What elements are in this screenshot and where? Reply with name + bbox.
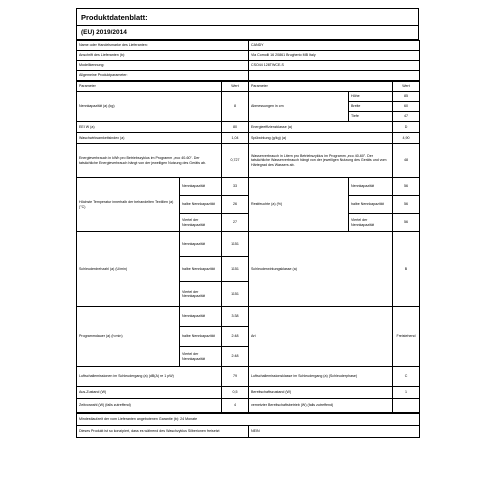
type-label: Art (249, 307, 393, 367)
spin-quarter-label: Viertel der Nennkapazität (180, 282, 222, 307)
spin-class-value: B (393, 232, 420, 307)
standby-label: Bereitschaftszustand (W) (249, 387, 393, 399)
dim-height-value: 85 (393, 92, 420, 102)
delay-start-value: 4 (222, 399, 249, 413)
parameters-table (76, 81, 420, 413)
moist-quarter-value: 56 (393, 214, 420, 232)
noise-class-value: C (393, 367, 420, 387)
footer-table (76, 413, 420, 438)
regulation-number: (EU) 2019/2014 (76, 26, 419, 40)
capacity-value: 8 (222, 92, 249, 122)
moist-half-value: 56 (393, 196, 420, 214)
temp-rated-label: Nennkapazität (180, 178, 222, 196)
spin-half-value: 1151 (222, 257, 249, 282)
noise-label: Luftschallemissionen im Schleudergang (a) (dB(A) re 1 pW) (77, 367, 222, 387)
dur-quarter-value: 2:48 (222, 347, 249, 367)
moist-rated-value: 56 (393, 178, 420, 196)
dur-quarter-label: Viertel der Nennkapazität (180, 347, 222, 367)
delay-start-label: Zeitvorwahl (W) (falls zutreffend) (77, 399, 222, 413)
temp-quarter-value: 27 (222, 214, 249, 232)
networked-standby-label: vernetzter Bereitschaftsbetrieb (W) (falls zutreffend) (249, 399, 393, 413)
noise-class-label: Luftschallemissionsklasse im Schleudergang (a) (Schleuderphase) (249, 367, 393, 387)
moist-quarter-label: Viertel der Nennkapazität (349, 214, 393, 232)
spin-quarter-value: 1151 (222, 282, 249, 307)
dim-depth-label: Tiefe (349, 112, 393, 122)
dimensions-label: Abmessungen in cm (249, 92, 349, 122)
rinse-label: Spülwirkung (g/kg) (a) (249, 133, 393, 144)
spin-rated-label: Nennkapazität (180, 232, 222, 257)
duration-label: Programmdauer (a) (h:min) (77, 307, 180, 367)
silver-ions-label: Dieses Produkt ist so konzipiert, dass es während des Waschzyklus Silberionen freisetzt (77, 426, 249, 438)
max-temp-label: Höchste Temperatur innerhalb der behandelten Textilien (a) (°C) (77, 178, 180, 232)
energy-consumption-label: Energieverbrauch in kWh pro Betriebszyklus im Programm „eco 40-60". Der tatsächliche Energieverbrauch hängt von der jeweiligen Nutzung des Geräts ab. (77, 144, 222, 178)
energy-class-label: Energieeffizienzklasse (a) (249, 122, 393, 133)
supplier-name-value: CANDY (249, 41, 420, 51)
energy-consumption-value: 0,727 (222, 144, 249, 178)
eei-value: 80 (222, 122, 249, 133)
standby-value: 1 (393, 387, 420, 399)
supplier-address-label: Anschrift des Lieferanten (b): (77, 51, 249, 61)
col-param-right: Parameter (249, 82, 393, 92)
col-value-right: Wert (393, 82, 420, 92)
eei-label: EEI W (a) (77, 122, 222, 133)
product-datasheet (76, 8, 419, 438)
residual-moisture-label: Restfeuchte (a) (%) (249, 178, 349, 232)
dur-half-label: halbe Nennkapazität (180, 327, 222, 347)
temp-half-value: 26 (222, 196, 249, 214)
moist-half-label: halbe Nennkapazität (349, 196, 393, 214)
spin-class-label: Schleuderwirkungsklasse (a) (249, 232, 393, 307)
water-consumption-value: 48 (393, 144, 420, 178)
rinse-value: 4,90 (393, 133, 420, 144)
model-value: CSO44 128TWCE-S (249, 61, 420, 71)
datasheet-title: Produktdatenblatt: (76, 8, 419, 26)
temp-rated-value: 33 (222, 178, 249, 196)
dim-depth-value: 47 (393, 112, 420, 122)
energy-class-value: D (393, 122, 420, 133)
temp-quarter-label: Viertel der Nennkapazität (180, 214, 222, 232)
wash-index-value: 1,04 (222, 133, 249, 144)
off-mode-value: 0,5 (222, 387, 249, 399)
general-params-value (249, 71, 420, 81)
networked-standby-value (393, 399, 420, 413)
off-mode-label: Aus-Zustand (W) (77, 387, 222, 399)
dim-width-value: 60 (393, 102, 420, 112)
spin-rated-value: 1151 (222, 232, 249, 257)
water-consumption-label: Wasserverbrauch in Litern pro Betriebszyklus im Programm „eco 40-60". Der tatsächliche Wasserverbrauch hängt von der jeweiligen Nutzung des Geräts und vom Härtegrad des Wassers ab. (249, 144, 393, 178)
dim-width-label: Breite (349, 102, 393, 112)
dur-rated-label: Nennkapazität (180, 307, 222, 327)
spin-half-label: halbe Nennkapazität (180, 257, 222, 282)
col-param-left: Parameter (77, 82, 222, 92)
type-value: Freistehend (393, 307, 420, 367)
silver-ions-value: NEIN (249, 426, 420, 438)
warranty-text: Mindestlaufzeit der vom Lieferanten angebotenen Garantie (b): 24 Monate (77, 414, 420, 426)
dur-half-value: 2:48 (222, 327, 249, 347)
dur-rated-value: 3:38 (222, 307, 249, 327)
wash-index-label: Waschwirksamkeitsindex (a) (77, 133, 222, 144)
supplier-name-label: Name oder Handelsmarke des Lieferanten: (77, 41, 249, 51)
capacity-label: Nennkapazität (a) (kg) (77, 92, 222, 122)
noise-value: 79 (222, 367, 249, 387)
dim-height-label: Höhe (349, 92, 393, 102)
moist-rated-label: Nennkapazität (349, 178, 393, 196)
general-params-label: Allgemeine Produktparameter: (77, 71, 249, 81)
temp-half-label: halbe Nennkapazität (180, 196, 222, 214)
supplier-table (76, 40, 420, 81)
col-value-left: Wert (222, 82, 249, 92)
model-label: Modellkennung: (77, 61, 249, 71)
spin-speed-label: Schleuderdrehzahl (a) (U/min) (77, 232, 180, 307)
supplier-address-value: Via Comolli 16 20861 Brugherio MB Italy (249, 51, 420, 61)
